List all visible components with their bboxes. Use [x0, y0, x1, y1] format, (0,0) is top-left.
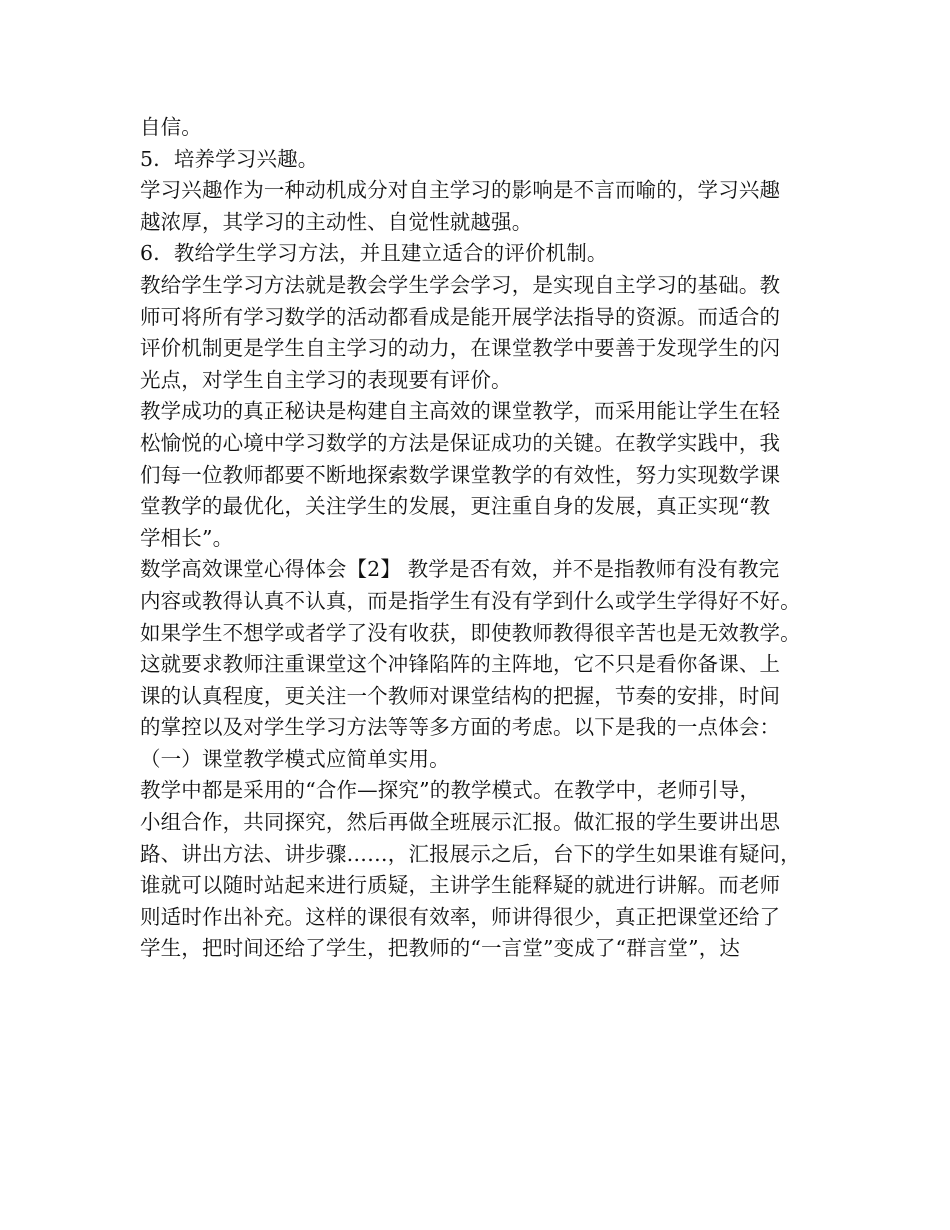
text-line: 课的认真程度，更关注一个教师对课堂结构的把握，节奏的安排，时间: [140, 683, 781, 708]
text-line: 自信。: [140, 115, 202, 139]
text-line: 这就要求教师注重课堂这个冲锋陷阵的主阵地，它不只是看你备课、上: [140, 652, 781, 677]
text-line: 5．培养学习兴趣。: [140, 146, 319, 171]
text-line: 教学中都是采用的“合作—探究”的教学模式。在教学中，老师引导，: [140, 778, 761, 803]
text-line: 学习兴趣作为一种动机成分对自主学习的影响是不言而喻的，学习兴趣: [140, 178, 781, 203]
text-line: 的掌控以及对学生学习方法等等多方面的考虑。以下是我的一点体会：: [140, 715, 781, 740]
text-line: 教学成功的真正秘诀是构建自主高效的课堂教学，而采用能让学生在轻: [140, 399, 781, 424]
text-line: 松愉悦的心境中学习数学的方法是保证成功的关键。在教学实践中，我: [140, 430, 781, 455]
text-line: 堂教学的最优化，关注学生的发展，更注重自身的发展，真正实现“教: [140, 494, 771, 519]
text-line: 越浓厚，其学习的主动性、自觉性就越强。: [140, 209, 533, 234]
text-line: 学生，把时间还给了学生，把教师的“一言堂”变成了“群言堂”，达: [140, 936, 741, 961]
text-line: 如果学生不想学或者学了没有收获，即使教师教得很辛苦也是无效教学。: [140, 620, 801, 645]
text-line: 们每一位教师都要不断地探索数学课堂教学的有效性，努力实现数学课: [140, 462, 781, 487]
document-body: [140, 112, 840, 965]
text-line: 学相长”。: [140, 525, 234, 550]
text-line: 谁就可以随时站起来进行质疑，主讲学生能释疑的就进行讲解。而老师: [140, 873, 781, 898]
text-line: 教给学生学习方法就是教会学生学会学习，是实现自主学习的基础。教: [140, 272, 781, 297]
text-line: 6．教给学生学习方法，并且建立适合的评价机制。: [140, 241, 608, 266]
text-line: 评价机制更是学生自主学习的动力，在课堂教学中要善于发现学生的闪: [140, 336, 781, 361]
text-line: （一）课堂教学模式应简单实用。: [140, 746, 450, 771]
text-line: 光点，对学生自主学习的表现要有评价。: [140, 367, 512, 392]
text-line: 师可将所有学习数学的活动都看成是能开展学法指导的资源。而适合的: [140, 304, 781, 329]
text-line: 则适时作出补充。这样的课很有效率，师讲得很少，真正把课堂还给了: [140, 904, 781, 929]
text-line: 内容或教得认真不认真，而是指学生有没有学到什么或学生学得好不好。: [140, 588, 801, 613]
text-line: 路、讲出方法、讲步骤……，汇报展示之后，台下的学生如果谁有疑问，: [140, 841, 801, 866]
text-line: 小组合作，共同探究，然后再做全班展示汇报。做汇报的学生要讲出思: [140, 810, 781, 835]
text-line: 数学高效课堂心得体会【2】 教学是否有效，并不是指教师有没有教完: [140, 557, 780, 582]
